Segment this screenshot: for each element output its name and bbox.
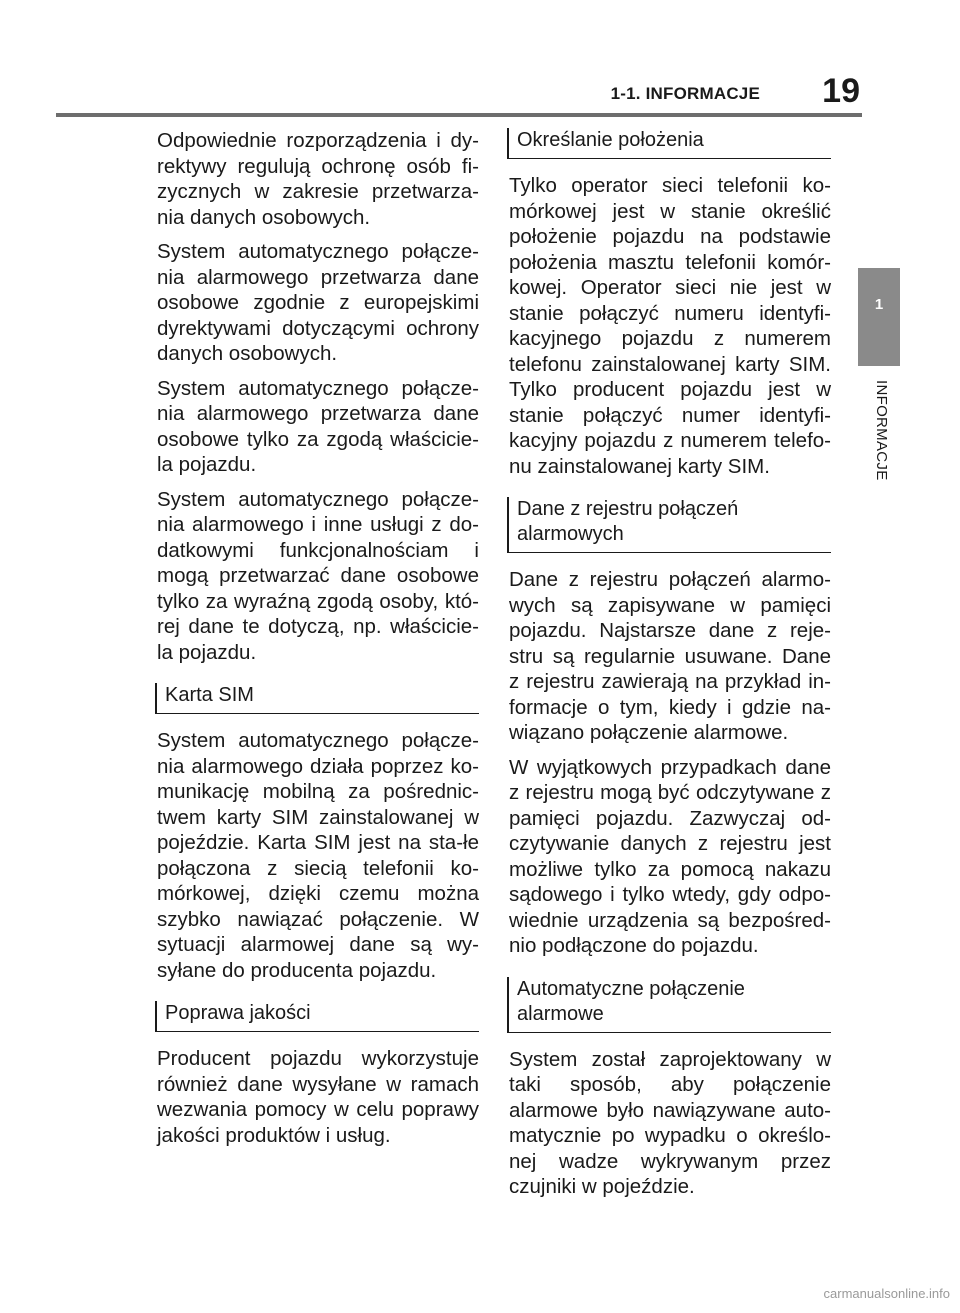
chapter-tab[interactable]	[858, 268, 900, 366]
section-heading-automatic-call: Automatyczne połączenie alarmowe	[507, 977, 831, 1033]
paragraph: System został zaprojektowany w taki sposób, aby połączenie alarmowe było nawiązywane auto-matycznie po wypadku o określo-nej wadze wykrywanym przez czujniki w pojeździe.	[509, 1047, 831, 1198]
watermark: carmanualsonline.info	[823, 1286, 950, 1301]
section-heading-sim-card: Karta SIM	[155, 683, 479, 714]
section-heading-location: Określanie położenia	[507, 128, 831, 159]
right-column	[509, 128, 831, 1209]
paragraph: System automatycznego połącze-nia alarmowego przetwarza dane osobowe tylko za zgodą właścicie-la pojazdu.	[157, 376, 479, 476]
section-heading-quality: Poprawa jakości	[155, 1001, 479, 1032]
page-number: 19	[822, 72, 860, 110]
section-heading-call-log: Dane z rejestru połączeń alarmowych	[507, 497, 831, 553]
left-column	[157, 128, 479, 1157]
chapter-tab-label: INFORMACJE	[873, 380, 890, 481]
paragraph: W wyjątkowych przypadkach dane z rejestru mogą być odczytywane z pamięci pojazdu. Zazwyczaj od-czytywanie danych z rejestru jest możliwe tylko za pomocą nakazu sądowego i tylko wtedy, gdy odpo-wiednie urządzenia są bezpośred-nio podłączone do pojazdu.	[509, 755, 831, 957]
paragraph: Tylko operator sieci telefonii ko-mórkowej jest w stanie określić położenie pojazdu na podstawie położenia masztu telefonii komór-kowej. Operator sieci nie jest w stanie połączyć numeru identyfi-kacyjnego pojazdu z numerem telefonu zainstalowanej karty SIM. Tylko producent pojazdu jest w stanie połączyć numer identyfi-kacyjny pojazdu z numerem telefo-nu zainstalowanej karty SIM.	[509, 174, 831, 478]
paragraph: System automatycznego połącze-nia alarmowego działa poprzez ko-munikację mobilną za pośrednic-twem karty SIM zainstalowanej w pojeździe. Karta SIM jest na sta-łe połączona z siecią telefonii ko-mórkowej, dzięki czemu można szybko nawiązać połączenie. W sytuacji alarmowej dane są wy-syłane do producenta pojazdu.	[157, 729, 479, 982]
paragraph: Odpowiednie rozporządzenia i dy-rektywy regulują ochronę osób fi-zycznych w zakresie przetwarza-nia danych osobowych.	[157, 129, 479, 229]
paragraph: System automatycznego połącze-nia alarmowego przetwarza dane osobowe zgodnie z europejskimi dyrektywami dotyczącymi ochrony danych osobowych.	[157, 240, 479, 365]
header-divider	[56, 113, 862, 117]
section-title: 1-1. INFORMACJE	[610, 84, 760, 103]
paragraph: System automatycznego połącze-nia alarmowego i inne usługi z do-datkowymi funkcjonalnościam i mogą przetwarzać dane osobowe tylko za wyraźną zgodą osoby, któ-rej dane te dotyczą, np. właścicie-la pojazdu.	[157, 487, 479, 664]
paragraph: Producent pojazdu wykorzystuje również dane wysyłane w ramach wezwania pomocy w celu poprawy jakości produktów i usług.	[157, 1047, 479, 1147]
paragraph: Dane z rejestru połączeń alarmo-wych są zapisywane w pamięci pojazdu. Najstarsze dane z reje-stru są regularnie usuwane. Dane z rejestru zawierają na przykład in-formacje o tym, kiedy i gdzie na-wiązano połączenie alarmowe.	[509, 568, 831, 744]
chapter-tab-number: 1	[874, 296, 884, 313]
